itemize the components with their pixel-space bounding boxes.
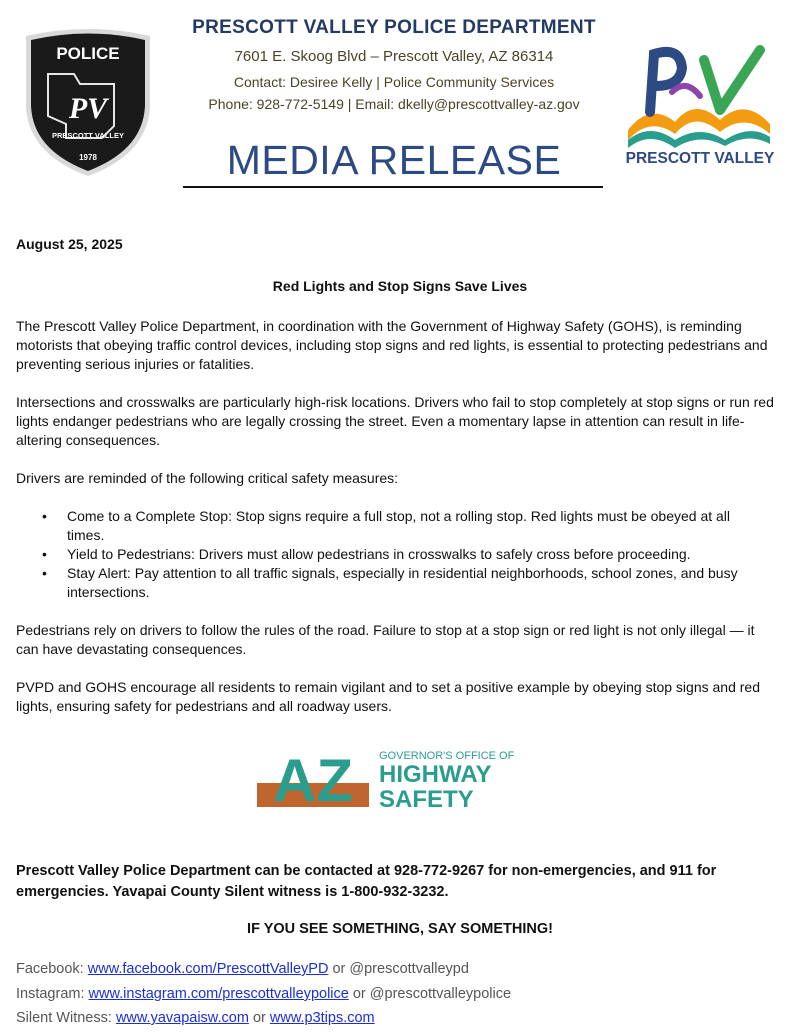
contact-numbers: Prescott Valley Police Department can be contacted at 928-772-9267 for non-emergencies, and 911 for emergencies. Yavapai County Silent witness is 1-800-932-3232. <box>16 863 717 900</box>
paragraph-encourage: PVPD and GOHS encourage all residents to remain vigilant and to set a positive example by obeying stop signs and red lights, ensuring safety for pedestrians and all roadway users. <box>16 679 760 714</box>
slogan: IF YOU SEE SOMETHING, SAY SOMETHING! <box>247 921 553 937</box>
department-address: 7601 E. Skoog Blvd – Prescott Valley, AZ 86314 <box>234 48 554 65</box>
facebook-line <box>16 961 469 977</box>
gohs-line1: GOVERNOR'S OFFICE OF <box>379 750 515 762</box>
badge-town: PRESCOTT VALLEY <box>52 131 124 140</box>
badge-monogram: PV <box>68 92 108 125</box>
title-underline <box>183 186 603 188</box>
facebook-handle: or @prescottvalleypd <box>332 961 469 977</box>
department-name: PRESCOTT VALLEY POLICE DEPARTMENT <box>192 17 596 38</box>
list-item: • Yield to Pedestrians: Drivers must allow pedestrians in crosswalks to safely cross before proceeding. <box>42 546 691 562</box>
or-text: or <box>252 1010 266 1026</box>
paragraph-reminder: Drivers are reminded of the following critical safety measures: <box>16 470 399 486</box>
list-item: • Stay Alert: Pay attention to all traffic signals, especially in residential neighborhoods, school zones, and busy intersections. <box>42 565 738 600</box>
media-release-title: MEDIA RELEASE <box>226 137 562 183</box>
release-headline: Red Lights and Stop Signs Save Lives <box>272 278 528 294</box>
silent-witness-label: Silent Witness: <box>16 1010 112 1026</box>
facebook-label: Facebook: <box>16 961 84 977</box>
gohs-logo <box>255 745 540 811</box>
paragraph-intro: The Prescott Valley Police Department, in coordination with the Government of Highway Safety (GOHS), is reminding motorists that obeying traffic control devices, including stop signs and red lights, is essential to protecting pedestrians and preventing serious injuries or fatalities. <box>16 318 768 372</box>
instagram-handle: or @prescottvalleypolice <box>352 986 512 1002</box>
release-date: August 25, 2025 <box>16 236 123 252</box>
instagram-link[interactable]: www.instagram.com/prescottvalleypolice <box>88 986 349 1002</box>
safety-measures-list <box>42 507 762 602</box>
bullet-text: Yield to Pedestrians: Drivers must allow pedestrians in crosswalks to safely cross before proceeding. <box>67 546 691 562</box>
bullet-text: Come to a Complete Stop: Stop signs require a full stop, not a rolling stop. Red lights must be obeyed at all times. <box>67 508 731 543</box>
p3tips-link[interactable]: www.p3tips.com <box>269 1010 375 1026</box>
yavapaisw-link[interactable]: www.yavapaisw.com <box>115 1010 249 1026</box>
gohs-line3: SAFETY <box>379 786 474 811</box>
instagram-line <box>16 986 511 1002</box>
paragraph-intersections: Intersections and crosswalks are particularly high-risk locations. Drivers who fail to stop completely at stop signs or run red lights endanger pedestrians who are legally crossing the street. Even a momentary lapse in attention can result in life-altering consequences. <box>16 394 774 448</box>
gohs-az-text: AZ <box>273 747 353 811</box>
department-phone-email: Phone: 928-772-5149 | Email: dkelly@prescottvalley-az.gov <box>208 96 580 112</box>
facebook-link[interactable]: www.facebook.com/PrescottValleyPD <box>87 961 329 977</box>
instagram-label: Instagram: <box>16 986 85 1002</box>
bullet-text: Stay Alert: Pay attention to all traffic signals, especially in residential neighborhoods, school zones, and busy intersections. <box>67 565 738 600</box>
badge-top-text: POLICE <box>56 44 120 63</box>
town-logo-name: PRESCOTT VALLEY <box>625 150 775 167</box>
list-item: • Come to a Complete Stop: Stop signs require a full stop, not a rolling stop. Red lights must be obeyed at all times. <box>42 508 731 543</box>
gohs-line2: HIGHWAY <box>379 761 492 788</box>
department-contact: Contact: Desiree Kelly | Police Community Services <box>233 74 555 90</box>
paragraph-pedestrians: Pedestrians rely on drivers to follow the rules of the road. Failure to stop at a stop sign or red light is not only illegal — it can have devastating consequences. <box>16 622 755 657</box>
police-badge-logo <box>18 26 158 178</box>
silent-witness-line <box>16 1010 375 1026</box>
badge-year: 1978 <box>79 153 97 162</box>
prescott-valley-town-logo <box>620 42 780 167</box>
